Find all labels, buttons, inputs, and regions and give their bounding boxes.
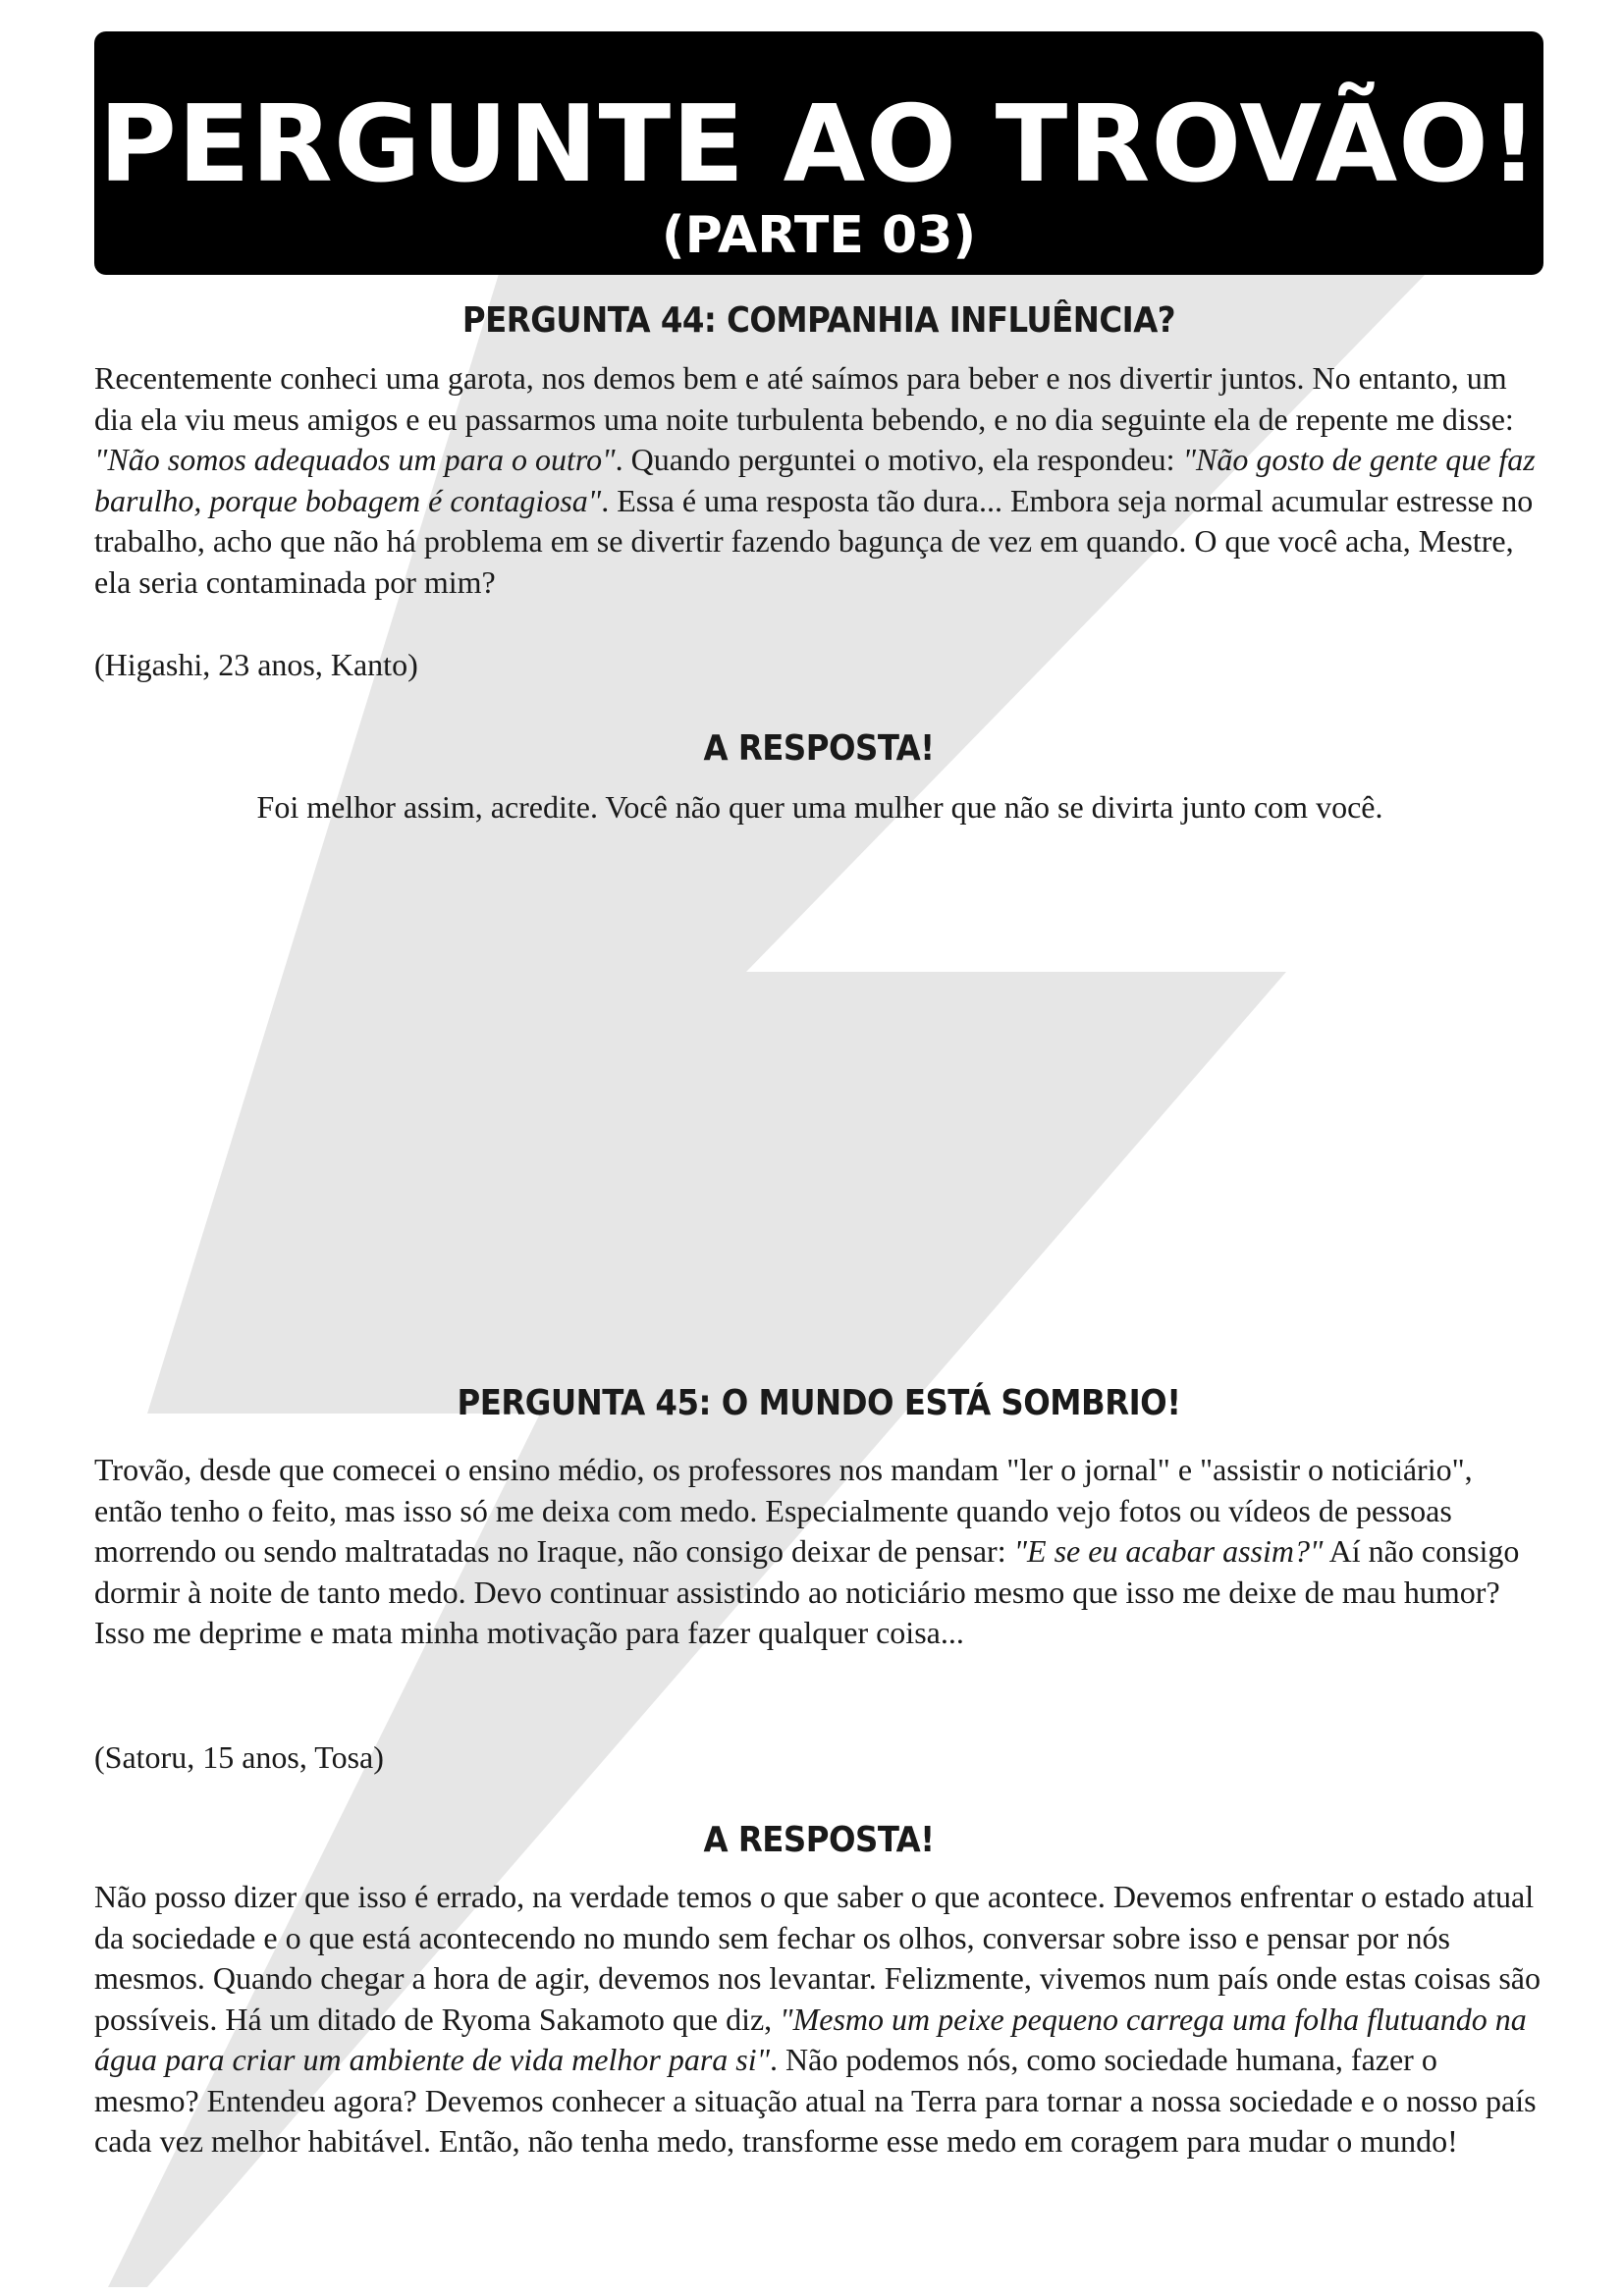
page-title: PERGUNTE AO TROVÃO!	[98, 83, 1540, 206]
answer-44-text: Foi melhor assim, acredite. Você não quer uma mulher que não se divirta junto com você.	[256, 789, 1383, 825]
question-44-signature: (Higashi, 23 anos, Kanto)	[94, 647, 418, 682]
quoted-text: "E se eu acabar assim?"	[1013, 1533, 1324, 1569]
quoted-text: "Não gosto de gente que faz barulho, porque bobagem é contagiosa"	[94, 442, 1536, 518]
question-45-signature: (Satoru, 15 anos, Tosa)	[94, 1739, 384, 1775]
body-text: Trovão, desde que comecei o ensino médio, os professores nos mandam "ler o jornal" e "assistir o noticiário", então tenho o feito, mas isso só me deixa com medo. Especialmente quando vejo fotos ou vídeos de pessoas morrendo ou sendo maltratadas no Iraque, não consigo deixar de pensar:	[94, 1452, 1473, 1569]
answer-44-heading: A RESPOSTA!	[703, 728, 935, 769]
body-text: . Quando perguntei o motivo, ela respondeu:	[615, 442, 1183, 477]
body-text: . Não podemos nós, como sociedade humana, fazer o mesmo? Entendeu agora? Devemos conhecer a situação atual na Terra para tornar a nossa sociedade e o nosso país cada vez melhor habitável. Então, não tenha medo, transforme esse medo em coragem para mudar o mundo!	[94, 2042, 1537, 2159]
body-text: Recentemente conheci uma garota, nos demos bem e até saímos para beber e nos divertir juntos. No entanto, um dia ela viu meus amigos e eu passarmos uma noite turbulenta bebendo, e no dia seguinte ela de repente me disse:	[94, 360, 1514, 437]
title-banner	[94, 31, 1543, 275]
question-44-heading: PERGUNTA 44: COMPANHIA INFLUÊNCIA?	[461, 300, 1176, 341]
question-44-body	[94, 358, 1545, 603]
quoted-text: "Mesmo um peixe pequeno carrega uma folha flutuando na água para criar um ambiente de vida melhor para si"	[94, 2001, 1527, 2077]
page-subtitle: (PARTE 03)	[661, 206, 977, 265]
answer-45-text	[94, 1877, 1545, 2163]
quoted-text: "Não somos adequados um para o outro"	[94, 442, 616, 477]
body-text: Aí não consigo dormir à noite de tanto medo. Devo continuar assistindo ao noticiário mesmo que isso me deixe de mau humor? Isso me deprime e mata minha motivação para fazer qualquer coisa...	[94, 1533, 1520, 1650]
question-45-heading: PERGUNTA 45: O MUNDO ESTÁ SOMBRIO!	[457, 1383, 1181, 1423]
question-45-body	[94, 1450, 1545, 1654]
body-text: Não posso dizer que isso é errado, na verdade temos o que saber o que acontece. Devemos enfrentar o estado atual da sociedade e o que está acontecendo no mundo sem fechar os olhos, conversar sobre isso e pensar por nós mesmos. Quando chegar a hora de agir, devemos nos levantar. Felizmente, vivemos num país onde estas coisas são possíveis. Há um ditado de Ryoma Sakamoto que diz,	[94, 1879, 1541, 2037]
body-text: . Essa é uma resposta tão dura... Embora seja normal acumular estresse no trabalho, acho que não há problema em se divertir fazendo bagunça de vez em quando. O que você acha, Mestre, ela seria contaminada por mim?	[94, 482, 1534, 600]
answer-45-heading: A RESPOSTA!	[703, 1820, 935, 1860]
